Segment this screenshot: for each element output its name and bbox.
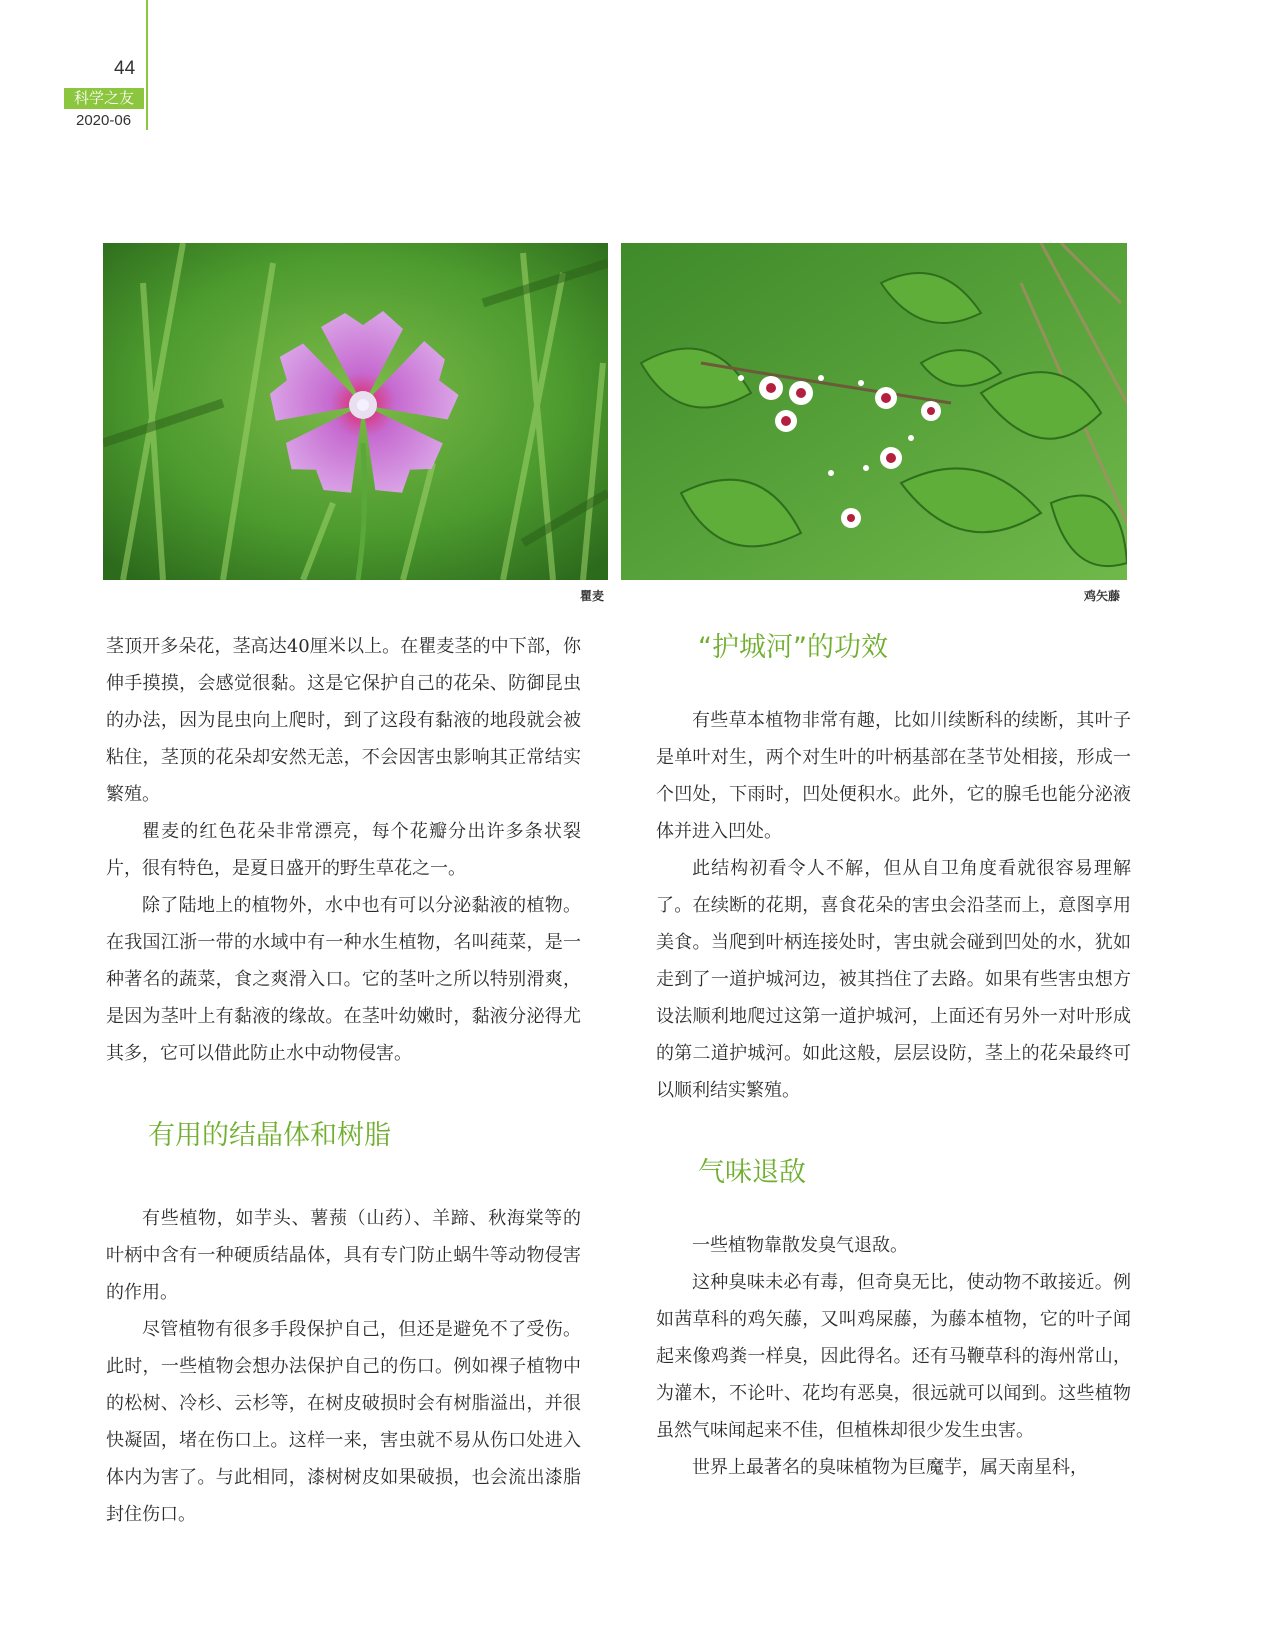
body-paragraph: 有些植物，如芋头、薯蓣（山药）、羊蹄、秋海棠等的叶柄中含有一种硬质结晶体，具有专门防止蜗牛等动物侵害的作用。	[106, 1208, 581, 1303]
section-heading-odor: 气味退敌	[698, 1157, 806, 1188]
page-number: 44	[114, 58, 136, 79]
right-column	[656, 628, 1131, 1486]
body-paragraph: 瞿麦的红色花朵非常漂亮，每个花瓣分出许多条状裂片，很有特色，是夏日盛开的野生草花之一。	[106, 821, 581, 879]
issue-date: 2020-06	[76, 112, 132, 129]
body-paragraph: 尽管植物有很多手段保护自己，但还是避免不了受伤。此时，一些植物会想办法保护自己的伤口。例如裸子植物中的松树、冷杉、云杉等，在树皮破损时会有树脂溢出，并很快凝固，堵在伤口上。这样一来，害虫就不易从伤口处进入体内为害了。与此相同，漆树树皮如果破损，也会流出漆脂封住伤口。	[106, 1319, 581, 1525]
body-paragraph: 此结构初看令人不解，但从自卫角度看就很容易理解了。在续断的花期，喜食花朵的害虫会沿茎而上，意图享用美食。当爬到叶柄连接处时，害虫就会碰到凹处的水，犹如走到了一道护城河边，被其挡住了去路。如果有些害虫想方设法顺利地爬过这第一道护城河，上面还有另外一对叶形成的第二道护城河。如此这般，层层设防，茎上的花朵最终可以顺利结实繁殖。	[656, 858, 1131, 1101]
journal-name-badge: 科学之友	[64, 88, 144, 109]
dianthus-flower-image	[103, 243, 608, 580]
body-paragraph: 这种臭味未必有毒，但奇臭无比，使动物不敢接近。例如茜草科的鸡矢藤，又叫鸡屎藤，为藤本植物，它的叶子闻起来像鸡粪一样臭，因此得名。还有马鞭草科的海州常山，为灌木，不论叶、花均有恶臭，很远就可以闻到。这些植物虽然气味闻起来不佳，但植株却很少发生虫害。	[656, 1272, 1131, 1441]
body-paragraph: 一些植物靠散发臭气退敌。	[692, 1235, 908, 1256]
photo-dianthus	[103, 243, 608, 580]
photo-caption-paederia: 鸡矢藤	[1084, 589, 1121, 603]
body-paragraph: 除了陆地上的植物外，水中也有可以分泌黏液的植物。在我国江浙一带的水域中有一种水生植物，名叫莼菜，是一种著名的蔬菜，食之爽滑入口。它的茎叶之所以特别滑爽，是因为茎叶上有黏液的缘故。在茎叶幼嫩时，黏液分泌得尤其多，它可以借此防止水中动物侵害。	[106, 895, 581, 1064]
section-heading-moat: “护城河”的功效	[698, 632, 888, 663]
photo-caption-dianthus: 瞿麦	[580, 589, 605, 603]
left-column	[106, 628, 581, 1533]
header-divider	[146, 0, 148, 130]
body-paragraph: 世界上最著名的臭味植物为巨魔芋，属天南星科，	[692, 1457, 1088, 1478]
paederia-vine-image	[621, 243, 1127, 580]
body-paragraph: 茎顶开多朵花，茎高达40厘米以上。在瞿麦茎的中下部，你伸手摸摸，会感觉很黏。这是它保护自己的花朵、防御昆虫的办法，因为昆虫向上爬时，到了这段有黏液的地段就会被粘住，茎顶的花朵却安然无恙，不会因害虫影响其正常结实繁殖。	[106, 636, 581, 805]
photo-paederia	[621, 243, 1127, 580]
body-paragraph: 有些草本植物非常有趣，比如川续断科的续断，其叶子是单叶对生，两个对生叶的叶柄基部在茎节处相接，形成一个凹处，下雨时，凹处便积水。此外，它的腺毛也能分泌液体并进入凹处。	[656, 710, 1131, 842]
section-heading-crystals-resin: 有用的结晶体和树脂	[148, 1120, 391, 1151]
